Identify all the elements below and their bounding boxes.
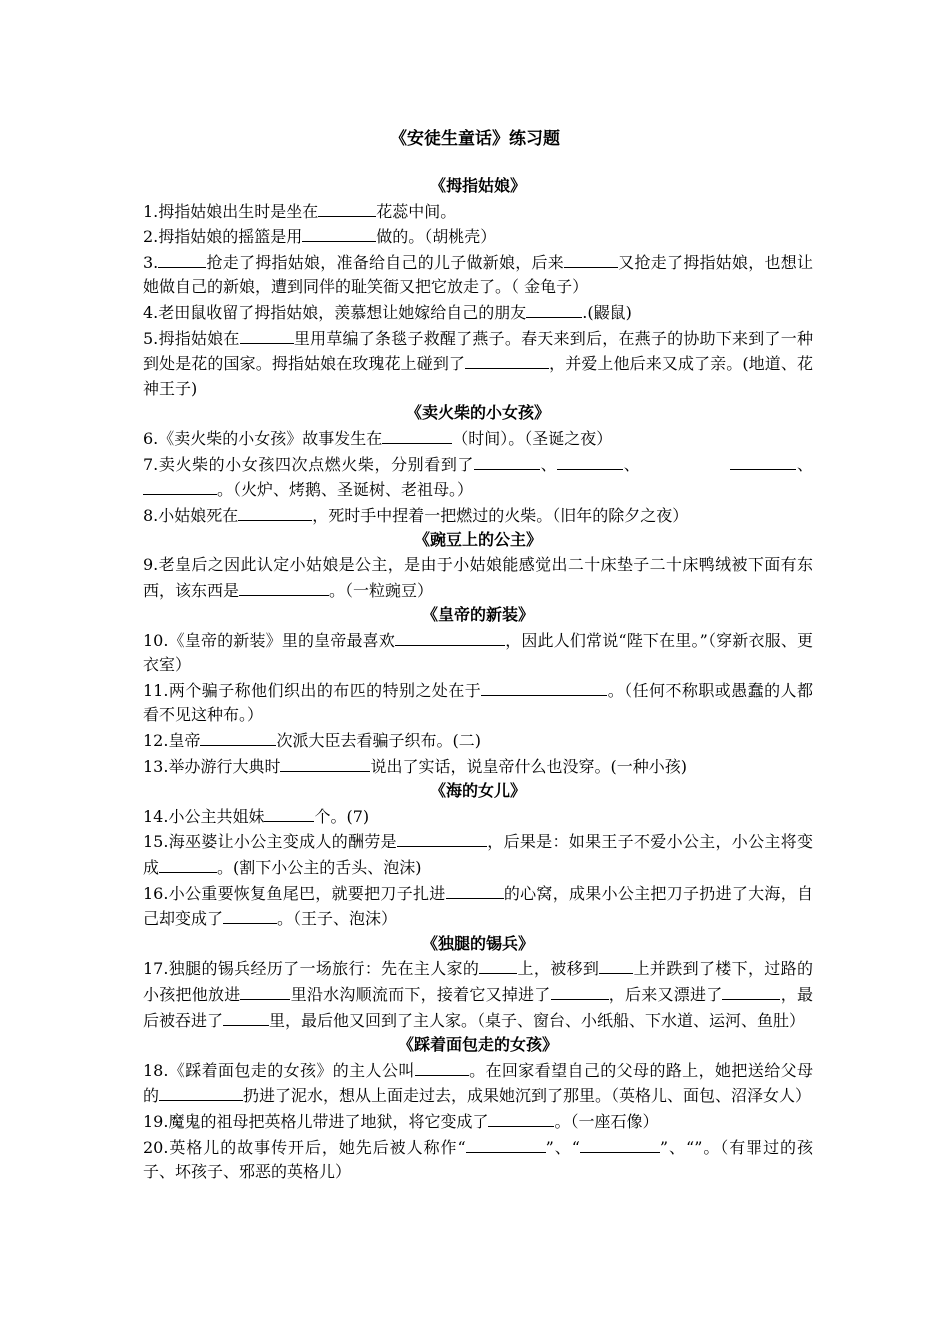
answer-blank[interactable] — [551, 982, 609, 1000]
answer-blank[interactable] — [481, 678, 607, 696]
answer-blank[interactable] — [223, 1008, 269, 1026]
answer-blank[interactable] — [143, 477, 217, 495]
answer-blank[interactable] — [382, 426, 452, 444]
question-16: 16.小公重要恢复鱼尾巴，就要把刀子扎进 的心窝，成果小公主把刀子扔进了大海，自己却变成了 。（王子、泡沫） — [143, 881, 813, 932]
question-19: 19.魔鬼的祖母把英格儿带进了地狱，将它变成了 。（一座石像） — [143, 1109, 813, 1135]
section-heading: 《皇帝的新装》 — [421, 605, 534, 625]
answer-blank[interactable] — [722, 982, 780, 1000]
answer-blank[interactable] — [159, 855, 217, 873]
answer-blank[interactable] — [264, 804, 314, 822]
question-18: 18.《踩着面包走的女孩》的主人公叫 。在回家看望自己的父母的路上，她把送给父母的 扔进了泥水，想从上面走过去，成果她沉到了那里。（英格儿、面包、沼泽女人） — [143, 1058, 813, 1109]
question-3: 3. 抢走了拇指姑娘，准备给自己的儿子做新娘，后来 又抢走了拇指姑娘，也想让她做自己的新娘，遭到同伴的耻笑衙又把它放走了。（ 金龟子） — [143, 250, 813, 300]
question-8: 8.小姑娘死在 ，死时手中捏着一把燃过的火柴。（旧年的除夕之夜） — [143, 503, 813, 529]
answer-blank[interactable] — [488, 1109, 554, 1127]
question-20: 20.英格儿的故事传开后，她先后被人称作“ ”、“ ”、“”。（有罪过的孩子、坏孩子、邪恶的英格儿） — [143, 1135, 813, 1185]
answer-blank[interactable] — [730, 452, 796, 470]
answer-blank[interactable] — [446, 881, 504, 899]
section-heading: 《卖火柴的小女孩》 — [405, 403, 550, 423]
answer-blank[interactable] — [223, 906, 277, 924]
answer-blank[interactable] — [397, 829, 487, 847]
section-heading: 《拇指姑娘》 — [429, 176, 526, 195]
question-2: 2.拇指姑娘的摇篮是用 做的。（胡桃壳） — [143, 224, 813, 250]
answer-blank[interactable] — [240, 326, 294, 344]
question-13: 13.举办游行大典时 说出了实话，说皇帝什么也没穿。(一种小孩) — [143, 754, 813, 780]
question-10: 10.《皇帝的新装》里的皇帝最喜欢 ，因此人们常说“陛下在里。”（穿新衣服、更衣室） — [143, 628, 813, 678]
answer-blank[interactable] — [302, 224, 376, 242]
question-17: 17.独腿的锡兵经历了一场旅行：先在主人家的 上，被移到 上并跌到了楼下，过路的小孩把他放进 里沿水沟顺流而下，接着它又掉进了 ，后来又漂进了 ，最后被吞进了 里，最后他又回到了主人家。（桌子、窗台、小纸船、下水道、运河、鱼肚） — [143, 956, 813, 1033]
answer-blank[interactable] — [465, 351, 549, 369]
answer-blank[interactable] — [415, 1058, 469, 1076]
answer-blank[interactable] — [200, 728, 276, 746]
section-heading: 《独腿的锡兵》 — [421, 933, 534, 953]
question-9: 9.老皇后之因此认定小姑娘是公主，是由于小姑娘能感觉出二十床垫子二十床鸭绒被下面有东西，该东西是 。（一粒豌豆） — [143, 554, 813, 600]
answer-blank[interactable] — [395, 628, 505, 646]
answer-blank[interactable] — [159, 1083, 243, 1101]
answer-blank[interactable] — [239, 578, 329, 596]
answer-blank[interactable] — [240, 982, 290, 1000]
section-heading: 《海的女儿》 — [429, 781, 526, 801]
question-1: 1.拇指姑娘出生时是坐在 花蕊中间。 — [143, 199, 813, 225]
answer-blank[interactable] — [580, 1135, 660, 1153]
answer-blank[interactable] — [318, 199, 376, 217]
question-5: 5.拇指姑娘在 里用草编了条毯子救醒了燕子。春天来到后，在燕子的协助下来到了一种到处是花的国家。拇指姑娘在玫瑰花上碰到了 ，并爱上他后来又成了亲。(地道、花神王子) — [143, 326, 813, 402]
answer-blank[interactable] — [158, 250, 206, 268]
question-4: 4.老田鼠收留了拇指姑娘，羡慕想让她嫁给自己的朋友 .(鼹鼠) — [143, 300, 813, 326]
section-heading: 《踩着面包走的女孩》 — [397, 1035, 558, 1055]
answer-blank[interactable] — [474, 452, 540, 470]
answer-blank[interactable] — [238, 503, 312, 521]
question-14: 14.小公主共姐妹 个。(7) — [143, 804, 813, 830]
question-11: 11.两个骗子称他们织出的布匹的特别之处在于 。（任何不称职或愚蠢的人都看不见这种布。） — [143, 678, 813, 728]
question-15: 15.海巫婆让小公主变成人的酬劳是 ，后果是：如果王子不爱小公主，小公主将变成 。(割下小公主的舌头、泡沫) — [143, 829, 813, 880]
document-title: 《安徒生童话》练习题 — [390, 129, 560, 149]
answer-blank[interactable] — [280, 754, 370, 772]
question-12: 12.皇帝 次派大臣去看骗子织布。(二) — [143, 728, 813, 754]
section-heading: 《豌豆上的公主》 — [413, 530, 542, 550]
answer-blank[interactable] — [564, 250, 618, 268]
answer-blank[interactable] — [599, 956, 633, 974]
document-body — [143, 174, 813, 1185]
question-7: 7.卖火柴的小女孩四次点燃火柴，分别看到了 、 、 、。（火炉、烤鹅、圣诞树、老祖母。） — [143, 452, 813, 503]
question-6: 6.《卖火柴的小女孩》故事发生在 （时间）。（圣诞之夜） — [143, 426, 813, 452]
answer-blank[interactable] — [557, 452, 623, 470]
answer-blank[interactable] — [526, 300, 582, 318]
answer-blank[interactable] — [479, 956, 517, 974]
answer-blank[interactable] — [466, 1135, 546, 1153]
